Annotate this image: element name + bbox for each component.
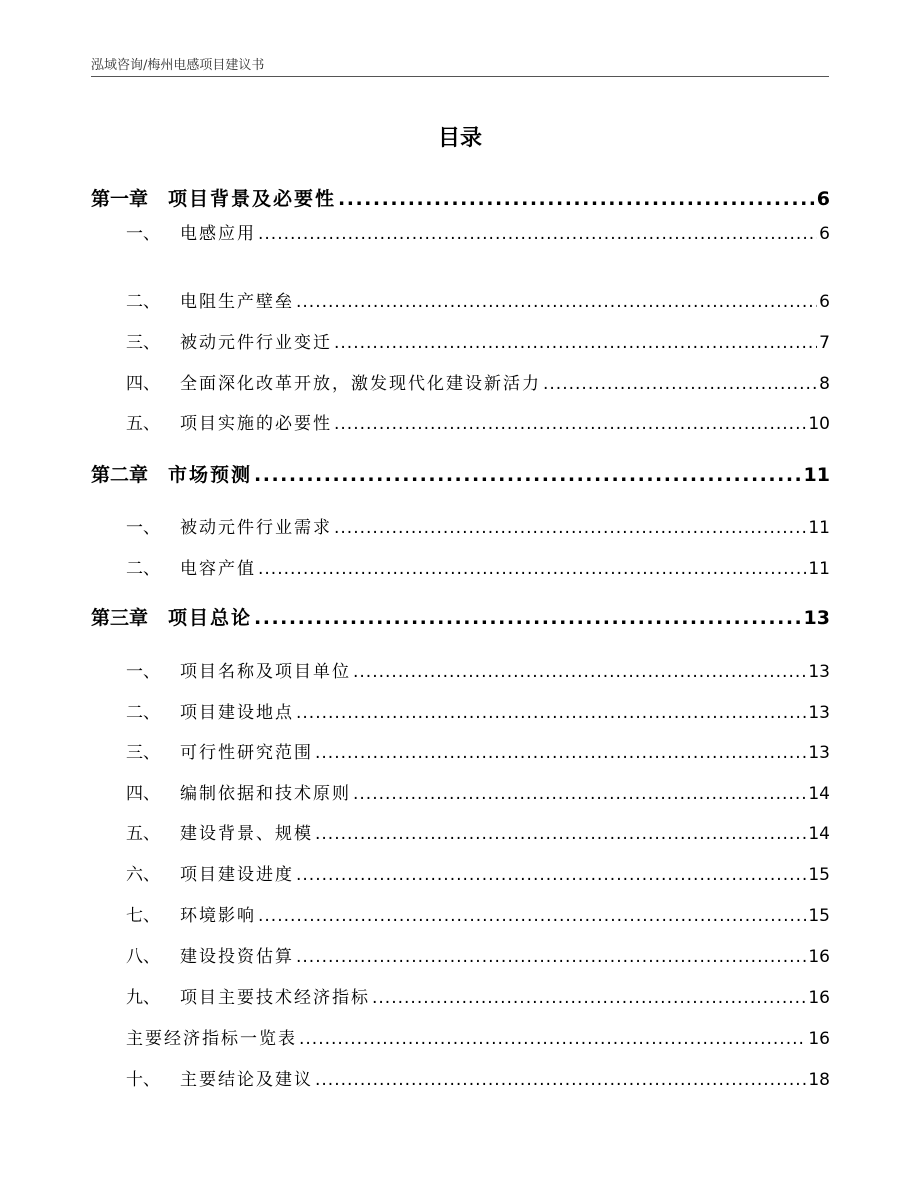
toc-entry-title: 建设背景、规模 bbox=[180, 824, 313, 844]
toc-entry-number: 一、 bbox=[126, 662, 160, 682]
header-divider bbox=[91, 76, 829, 77]
toc-entry-number: 八、 bbox=[126, 947, 160, 967]
toc-section[interactable] bbox=[91, 901, 830, 926]
toc-entry-number: 一、 bbox=[126, 224, 160, 244]
toc-section[interactable] bbox=[91, 819, 830, 844]
toc-entry-page: 16 bbox=[808, 947, 830, 967]
toc-table-entry[interactable] bbox=[91, 1024, 830, 1049]
toc-dot-leader bbox=[315, 1070, 806, 1090]
running-header: 泓域咨询/梅州电感项目建议书 bbox=[91, 58, 265, 73]
toc-entry-number: 十、 bbox=[126, 1070, 160, 1090]
toc-dot-leader bbox=[296, 947, 806, 967]
toc-chapter-3[interactable] bbox=[91, 603, 830, 630]
toc-entry-number: 六、 bbox=[126, 865, 160, 885]
toc-entry-title: 全面深化改革开放，激发现代化建设新活力 bbox=[180, 374, 541, 394]
toc-entry-number: 一、 bbox=[126, 518, 160, 538]
toc-entry-title: 电感应用 bbox=[180, 224, 256, 244]
toc-entry-number: 三、 bbox=[126, 743, 160, 763]
toc-entry-page: 6 bbox=[816, 188, 830, 210]
toc-entry-page: 13 bbox=[808, 662, 830, 682]
toc-dot-leader bbox=[296, 865, 806, 885]
toc-entry-title: 编制依据和技术原则 bbox=[180, 784, 351, 804]
toc-entry-page: 6 bbox=[819, 292, 830, 312]
toc-section[interactable] bbox=[91, 779, 830, 804]
toc-entry-title: 主要结论及建议 bbox=[180, 1070, 313, 1090]
toc-dot-leader bbox=[353, 662, 806, 682]
toc-entry-page: 15 bbox=[808, 906, 830, 926]
toc-dot-leader bbox=[338, 188, 815, 210]
toc-entry-number: 七、 bbox=[126, 906, 160, 926]
toc-section[interactable] bbox=[91, 657, 830, 682]
toc-section[interactable] bbox=[91, 1065, 830, 1090]
toc-entry-title: 被动元件行业变迁 bbox=[180, 333, 332, 353]
toc-entry-page: 11 bbox=[808, 559, 830, 579]
toc-entry-page: 8 bbox=[819, 374, 830, 394]
toc-entry-title: 项目建设地点 bbox=[180, 703, 294, 723]
toc-chapter-1[interactable] bbox=[91, 184, 830, 211]
toc-entry-title: 项目实施的必要性 bbox=[180, 414, 332, 434]
toc-dot-leader bbox=[254, 607, 802, 629]
toc-section[interactable] bbox=[91, 513, 830, 538]
toc-dot-leader bbox=[296, 703, 806, 723]
toc-dot-leader bbox=[353, 784, 806, 804]
toc-entry-page: 16 bbox=[808, 1029, 830, 1049]
toc-section[interactable] bbox=[91, 698, 830, 723]
toc-section[interactable] bbox=[91, 369, 830, 394]
toc-entry-title: 主要经济指标一览表 bbox=[126, 1029, 297, 1049]
toc-entry-title: 市场预测 bbox=[168, 464, 253, 486]
toc-entry-page: 14 bbox=[808, 784, 830, 804]
toc-entry-page: 15 bbox=[808, 865, 830, 885]
toc-section[interactable] bbox=[91, 287, 830, 312]
toc-entry-page: 13 bbox=[803, 607, 830, 629]
toc-entry-number: 四、 bbox=[126, 374, 160, 394]
toc-entry-page: 11 bbox=[808, 518, 830, 538]
toc-dot-leader bbox=[543, 374, 817, 394]
toc-chapter-2[interactable] bbox=[91, 460, 830, 487]
toc-entry-number: 九、 bbox=[126, 988, 160, 1008]
toc-entry-number: 二、 bbox=[126, 703, 160, 723]
toc-entry-page: 13 bbox=[808, 703, 830, 723]
toc-section[interactable] bbox=[91, 219, 830, 244]
toc-dot-leader bbox=[315, 743, 806, 763]
toc-entry-title: 电容产值 bbox=[180, 559, 256, 579]
toc-entry-page: 14 bbox=[808, 824, 830, 844]
toc-dot-leader bbox=[372, 988, 806, 1008]
toc-entry-title: 项目背景及必要性 bbox=[168, 188, 337, 210]
toc-title: 目录 bbox=[437, 126, 482, 151]
toc-section[interactable] bbox=[91, 983, 830, 1008]
toc-dot-leader bbox=[296, 292, 817, 312]
toc-section[interactable] bbox=[91, 554, 830, 579]
toc-entry-number: 五、 bbox=[126, 824, 160, 844]
toc-entry-page: 13 bbox=[808, 743, 830, 763]
toc-entry-number: 三、 bbox=[126, 333, 160, 353]
toc-entry-title: 环境影响 bbox=[180, 906, 256, 926]
toc-dot-leader bbox=[334, 518, 806, 538]
toc-entry-title: 可行性研究范围 bbox=[180, 743, 313, 763]
toc-dot-leader bbox=[258, 906, 806, 926]
toc-section[interactable] bbox=[91, 409, 830, 434]
toc-dot-leader bbox=[334, 414, 806, 434]
toc-entry-title: 被动元件行业需求 bbox=[180, 518, 332, 538]
toc-entry-title: 项目主要技术经济指标 bbox=[180, 988, 370, 1008]
toc-entry-title: 项目建设进度 bbox=[180, 865, 294, 885]
toc-entry-number: 第一章 bbox=[91, 188, 149, 210]
toc-dot-leader bbox=[334, 333, 817, 353]
toc-entry-title: 电阻生产壁垒 bbox=[180, 292, 294, 312]
toc-entry-number: 第三章 bbox=[91, 607, 149, 629]
toc-section[interactable] bbox=[91, 860, 830, 885]
toc-entry-number: 二、 bbox=[126, 559, 160, 579]
toc-dot-leader bbox=[258, 224, 817, 244]
toc-entry-page: 10 bbox=[808, 414, 830, 434]
toc-entry-page: 6 bbox=[819, 224, 830, 244]
toc-section[interactable] bbox=[91, 942, 830, 967]
toc-dot-leader bbox=[299, 1029, 806, 1049]
toc-entry-title: 项目名称及项目单位 bbox=[180, 662, 351, 682]
toc-entry-number: 第二章 bbox=[91, 464, 149, 486]
toc-entry-title: 建设投资估算 bbox=[180, 947, 294, 967]
toc-dot-leader bbox=[254, 464, 802, 486]
toc-entry-page: 7 bbox=[819, 333, 830, 353]
toc-section[interactable] bbox=[91, 738, 830, 763]
toc-dot-leader bbox=[315, 824, 806, 844]
toc-dot-leader bbox=[258, 559, 806, 579]
toc-entry-page: 11 bbox=[803, 464, 830, 486]
toc-entry-page: 18 bbox=[808, 1070, 830, 1090]
toc-entry-number: 四、 bbox=[126, 784, 160, 804]
toc-entry-number: 二、 bbox=[126, 292, 160, 312]
toc-section[interactable] bbox=[91, 328, 830, 353]
toc-entry-page: 16 bbox=[808, 988, 830, 1008]
toc-entry-number: 五、 bbox=[126, 414, 160, 434]
toc-entry-title: 项目总论 bbox=[168, 607, 253, 629]
